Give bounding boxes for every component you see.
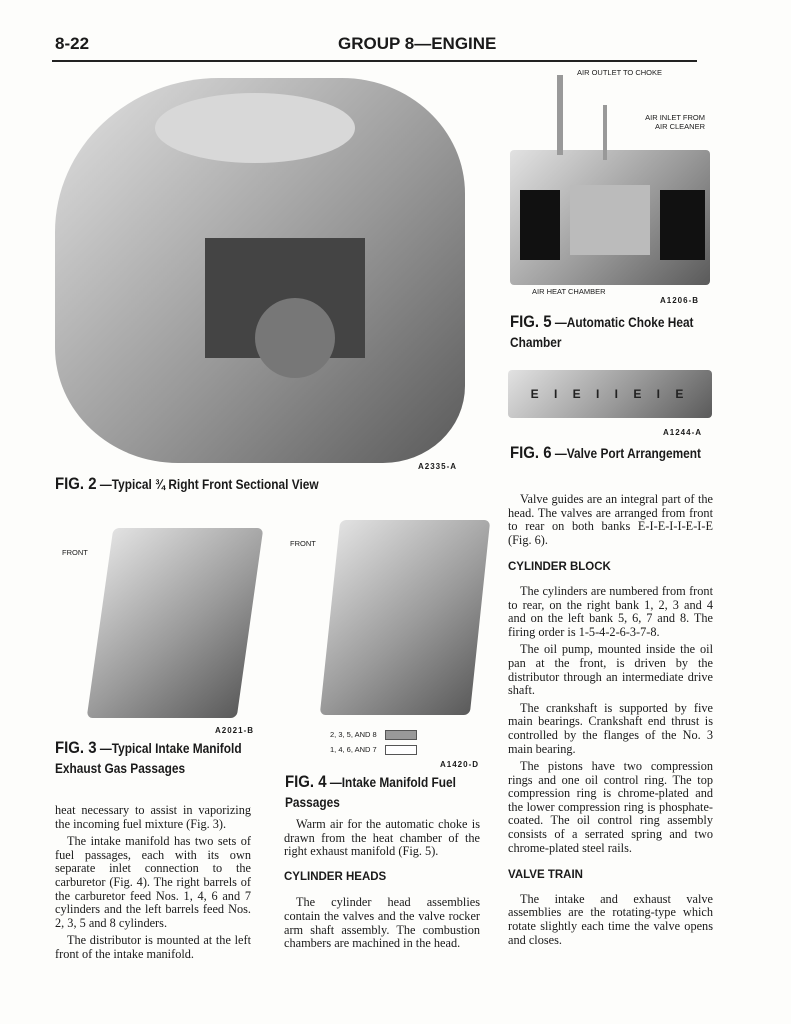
valve-port-letters: E I E I I E I E — [530, 387, 690, 401]
paragraph: The oil pump, mounted inside the oil pan at the front, is driven by the distributor through an intermediate drive shaft. — [508, 642, 713, 698]
section-heading-cylinder-block: CYLINDER BLOCK — [508, 561, 611, 574]
fig4-legend-2: 1, 4, 6, AND 7 — [330, 745, 377, 754]
page-number: 8-22 — [55, 34, 90, 53]
paragraph: Warm air for the automatic choke is drawn from the heat chamber of the right exhaust manifold (Fig. 5). — [284, 817, 480, 859]
fig4-legend-1: 2, 3, 5, AND 8 — [330, 730, 377, 739]
middle-column — [284, 818, 480, 955]
legend-arrow-open — [385, 745, 417, 755]
fig4-front-label: FRONT — [290, 539, 316, 548]
label-air-outlet: AIR OUTLET TO CHOKE — [577, 68, 663, 77]
label-air-heat-chamber: AIR HEAT CHAMBER — [532, 287, 606, 296]
fig4-code: A1420-D — [440, 760, 480, 769]
paragraph: The intake manifold has two sets of fuel passages, each with its own separate inlet connection to the carburetor (Fig. 4). The right barrels of the carburetor feed Nos. 1, 4, 6 and 7 cylinders and the left barrels feed Nos. 2, 3, 5 and 8 cylinders. — [55, 834, 251, 930]
engine-sectional-illustration — [55, 78, 465, 463]
right-column — [508, 493, 713, 951]
section-heading-cylinder-heads: CYLINDER HEADS — [284, 870, 387, 883]
paragraph: Valve guides are an integral part of the head. The valves are arranged from front to rear on both banks E-I-E-I-I-E-I-E (Fig. 6). — [508, 492, 713, 547]
fig3-code: A2021-B — [215, 726, 255, 735]
legend-arrow-shaded — [385, 730, 417, 740]
fig6-caption: FIG. 6 —Valve Port Arrangement — [510, 443, 702, 462]
fig3-front-label: FRONT — [62, 548, 88, 557]
inlet-tube — [603, 105, 607, 160]
fig2-code: A2335-A — [418, 462, 458, 471]
choke-tube — [557, 75, 563, 155]
paragraph: The pistons have two compression rings and one oil control ring. The top compression ring is chrome-plated and the lower compression ring is phosphate-coated. The oil control ring assembly consists of a serrated spring and two chrome-plated steel rails. — [508, 759, 713, 855]
valve-port-illustration — [508, 370, 712, 418]
paragraph: The cylinder head assemblies contain the valves and the valve rocker arm shaft assembly. The combustion chambers are machined in the head. — [284, 895, 480, 951]
fig5-caption: FIG. 5 —Automatic Choke Heat Chamber — [510, 312, 694, 350]
header-rule — [52, 60, 697, 62]
page-title: GROUP 8—ENGINE — [338, 34, 497, 53]
paragraph: The intake and exhaust valve assemblies are the rotating-type which rotate slightly each time the valve opens and closes. — [508, 891, 713, 947]
label-air-inlet: AIR INLET FROM AIR CLEANER — [645, 113, 705, 131]
paragraph: The cylinders are numbered from front to rear, on the right bank 1, 2, 3 and 4 and on the left bank 5, 6, 7 and 8. The firing order is 1-5-4-2-6-3-7-8. — [508, 583, 713, 639]
paragraph: heat necessary to assist in vaporizing the incoming fuel mixture (Fig. 3). — [55, 803, 251, 831]
fig2-caption: FIG. 2 —Typical ¾ Right Front Sectional View — [55, 474, 319, 493]
paragraph: The distributor is mounted at the left front of the intake manifold. — [55, 933, 251, 961]
intake-manifold-exhaust-illustration — [87, 528, 264, 718]
choke-heat-chamber-illustration — [510, 150, 710, 285]
fig6-code: A1244-A — [663, 428, 703, 437]
intake-manifold-fuel-illustration — [320, 520, 490, 715]
fig4-caption: FIG. 4 —Intake Manifold Fuel Passages — [285, 772, 456, 810]
paragraph: The crankshaft is supported by five main bearings. Crankshaft end thrust is controlled by the flanges of the No. 3 main bearing. — [508, 700, 713, 756]
left-column — [55, 804, 251, 966]
fig5-code: A1206-B — [660, 296, 700, 305]
fig3-caption: FIG. 3 —Typical Intake Manifold Exhaust Gas Passages — [55, 738, 242, 776]
section-heading-valve-train: VALVE TRAIN — [508, 869, 583, 882]
